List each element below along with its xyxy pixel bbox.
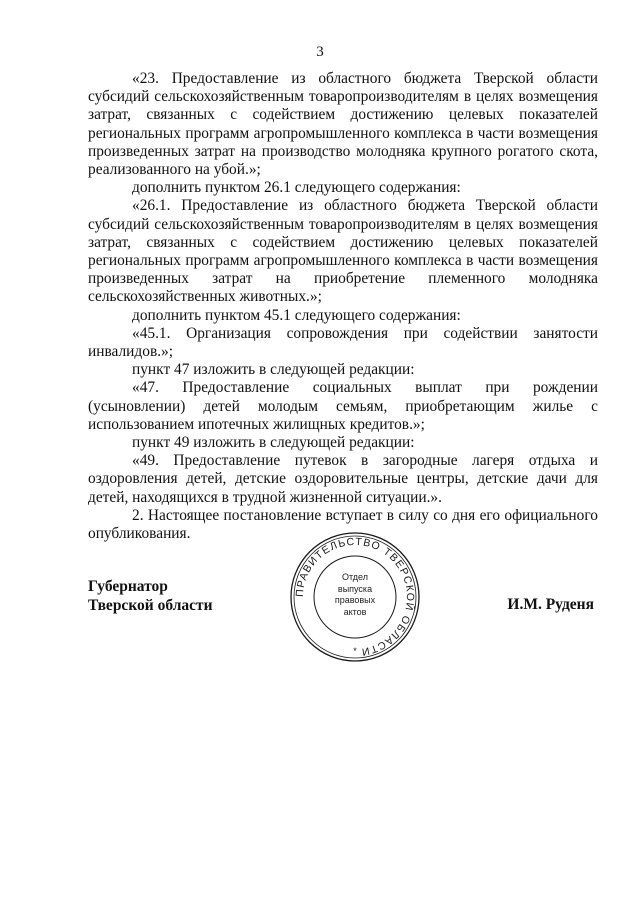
paragraph-item-49: «49. Предоставление путевок в загородные лагеря отдыха и оздоровления детей, детские оздоровительные центры, детские дачи для детей, находящихся в трудной жизненной ситуации.». (88, 452, 598, 506)
paragraph-effective-date: 2. Настоящее постановление вступает в силу со дня его официального опубликования. (88, 506, 598, 543)
seal-inner-line2: выпуска (337, 583, 373, 594)
seal-inner-line4: актов (343, 606, 367, 617)
page-number: 3 (316, 44, 324, 60)
paragraph-item-23: «23. Предоставление из областного бюджета Тверской области субсидий сельскохозяйственным товаропроизводителям в целях возмещения затрат, связанных с содействием достижению целевых показателей региональных программ агропромышленного комплекса в части возмещения произведенных затрат на производство молодняка крупного рогатого скота, реализованного на убой.»; (88, 70, 598, 179)
document-body (88, 70, 598, 543)
signatory-title (88, 577, 213, 615)
signatory-title-line2: Тверской области (88, 597, 213, 614)
signatory-title-line1: Губернатор (88, 578, 168, 595)
paragraph-amend-26-1: дополнить пунктом 26.1 следующего содержания: (132, 179, 461, 197)
paragraph-amend-47: пункт 47 изложить в следующей редакции: (132, 361, 415, 379)
paragraph-amend-45-1: дополнить пунктом 45.1 следующего содержания: (132, 306, 461, 324)
paragraph-item-47: «47. Предоставление социальных выплат при рождении (усыновлении) детей молодым семьям, приобретающим жилье с использованием ипотечных жилищных кредитов.»; (88, 379, 598, 433)
paragraph-amend-49: пункт 49 изложить в следующей редакции: (132, 434, 415, 452)
paragraph-item-26-1: «26.1. Предоставление из областного бюджета Тверской области субсидий сельскохозяйственным товаропроизводителям в целях возмещения затрат, связанных с содействием достижению целевых показателей региональных программ агропромышленного комплекса в части возмещения произведенных затрат на приобретение племенного молодняка сельскохозяйственных животных.»; (88, 197, 598, 306)
seal-outer-text: ПРАВИТЕЛЬСТВО ТВЕРСКОЙ ОБЛАСТИ (293, 535, 417, 658)
signatory-name: И.М. Руденя (507, 596, 594, 613)
seal-inner-text (288, 572, 422, 618)
official-seal (288, 530, 422, 664)
seal-inner-line1: Отдел (341, 572, 369, 582)
seal-star-icon: * (353, 646, 357, 656)
paragraph-item-45-1: «45.1. Организация сопровождения при содействии занятости инвалидов.»; (88, 324, 598, 361)
seal-inner-line3: правовых (334, 595, 376, 605)
